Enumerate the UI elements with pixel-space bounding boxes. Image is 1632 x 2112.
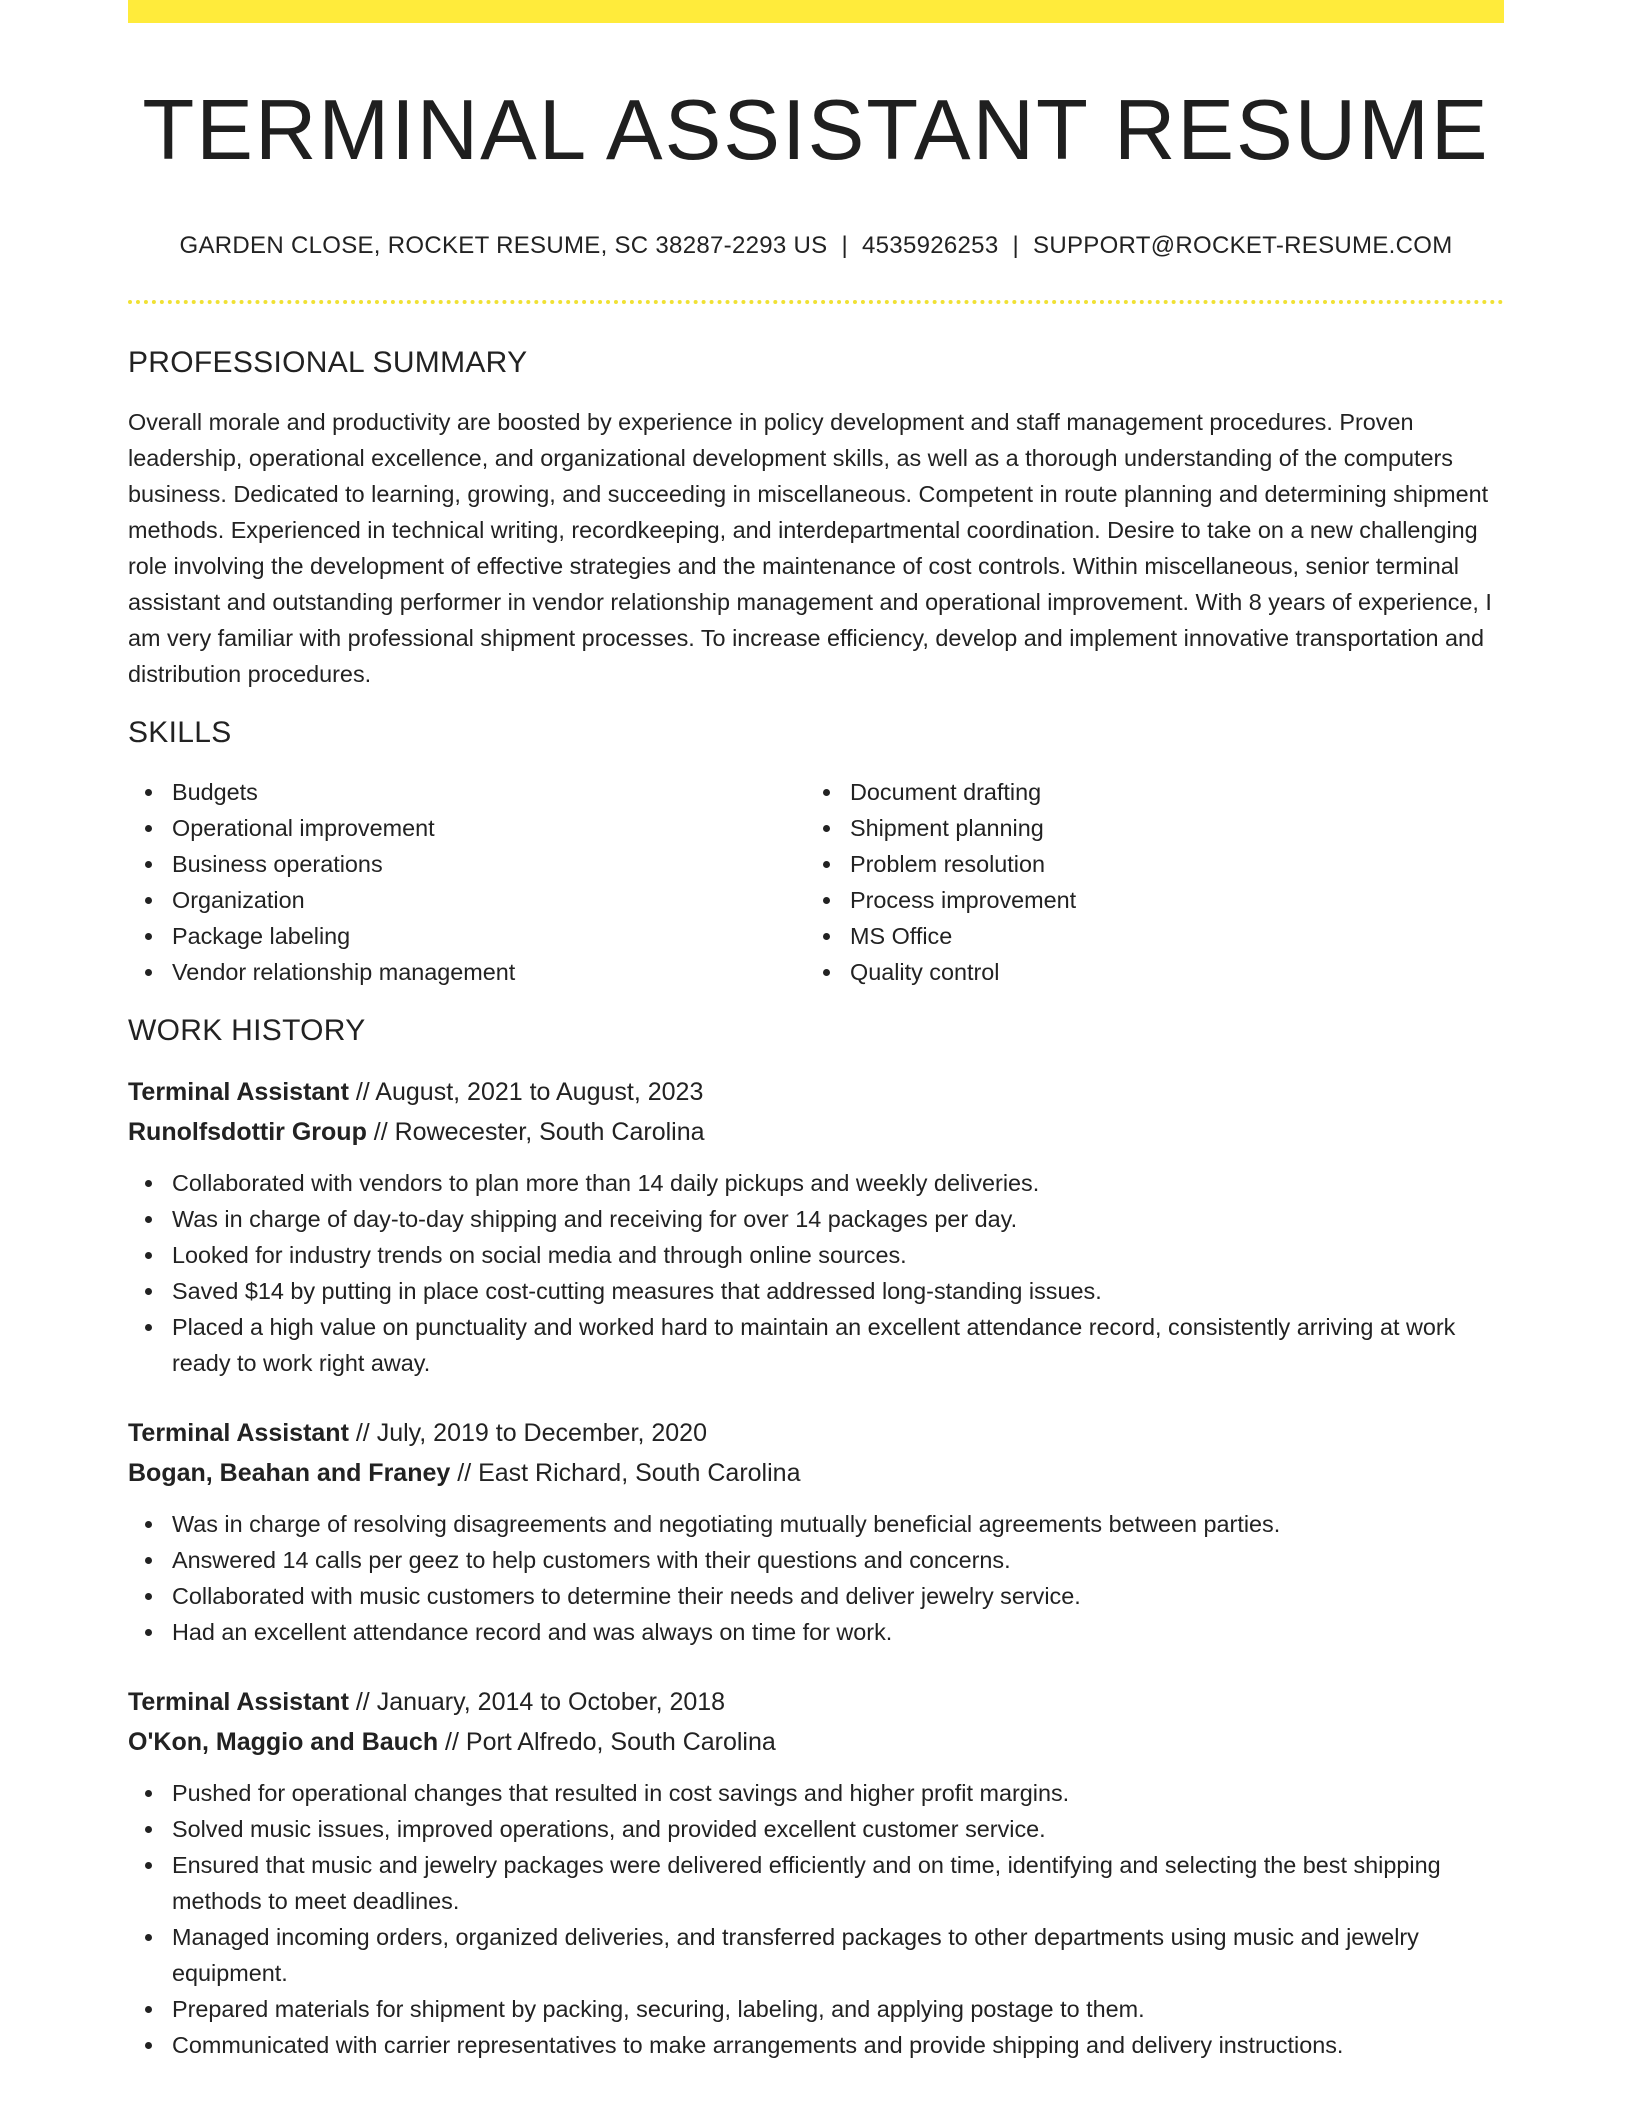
job-entry	[128, 1413, 1504, 1650]
job-title: Terminal Assistant	[128, 1078, 349, 1106]
job-bullet: Solved music issues, improved operations, and provided excellent customer service.	[128, 1811, 1504, 1847]
job-title: Terminal Assistant	[128, 1419, 349, 1447]
job-company-line	[128, 1722, 1504, 1762]
job-location: // Rowecester, South Carolina	[366, 1118, 705, 1146]
job-bullet: Ensured that music and jewelry packages were delivered efficiently and on time, identifying and selecting the best shipping methods to meet deadlines.	[128, 1847, 1504, 1919]
job-bullet: Had an excellent attendance record and was always on time for work.	[128, 1614, 1504, 1650]
job-title-line	[128, 1682, 1504, 1722]
summary-text: Overall morale and productivity are boosted by experience in policy development and staff management procedures. Proven leadership, operational excellence, and organizational development skills, as well as a thorough understanding of the computers business. Dedicated to learning, growing, and succeeding in miscellaneous. Competent in route planning and determining shipment methods. Experienced in technical writing, recordkeeping, and interdepartmental coordination. Desire to take on a new challenging role involving the development of effective strategies and the maintenance of cost controls. Within miscellaneous, senior terminal assistant and outstanding performer in vendor relationship management and operational improvement. With 8 years of experience, I am very familiar with professional shipment processes. To increase efficiency, develop and implement innovative transportation and distribution procedures.	[128, 409, 1492, 687]
contact-line	[128, 232, 1504, 260]
job-company: O'Kon, Maggio and Bauch	[128, 1728, 439, 1756]
skill-item: Operational improvement	[128, 810, 806, 846]
job-bullet: Collaborated with music customers to determine their needs and deliver jewelry service.	[128, 1578, 1504, 1614]
skill-item: Quality control	[806, 954, 1484, 990]
skill-item: Business operations	[128, 846, 806, 882]
job-bullet: Saved $14 by putting in place cost-cutting measures that addressed long-standing issues.	[128, 1273, 1504, 1309]
skill-item: Budgets	[128, 774, 806, 810]
job-company: Bogan, Beahan and Franey	[128, 1459, 451, 1487]
job-company: Runolfsdottir Group	[128, 1118, 367, 1146]
work-history-heading: WORK HISTORY	[128, 1014, 366, 1047]
job-title-line	[128, 1413, 1504, 1453]
job-bullet-list	[128, 1775, 1504, 2063]
job-bullet: Managed incoming orders, organized deliveries, and transferred packages to other departments using music and jewelry equipment.	[128, 1919, 1504, 1991]
job-entry	[128, 1072, 1504, 1381]
contact-phone[interactable]: 4535926253	[862, 232, 999, 259]
job-bullet-list	[128, 1506, 1504, 1650]
contact-address: GARDEN CLOSE, ROCKET RESUME, SC 38287-2293 US	[179, 232, 828, 259]
job-bullet: Looked for industry trends on social media and through online sources.	[128, 1237, 1504, 1273]
skill-item: MS Office	[806, 918, 1484, 954]
skills-heading: SKILLS	[128, 716, 232, 749]
job-bullet: Placed a high value on punctuality and worked hard to maintain an excellent attendance record, consistently arriving at work ready to work right away.	[128, 1309, 1504, 1381]
job-dates: // July, 2019 to December, 2020	[348, 1419, 707, 1447]
skills-grid	[128, 774, 1504, 990]
contact-separator: |	[1012, 232, 1020, 259]
job-title-line	[128, 1072, 1504, 1112]
job-company-line	[128, 1112, 1504, 1152]
skills-right-list	[806, 774, 1484, 990]
job-location: // East Richard, South Carolina	[450, 1459, 801, 1487]
top-accent-bar	[128, 0, 1504, 23]
skills-left-list	[128, 774, 806, 990]
job-bullet: Answered 14 calls per geez to help customers with their questions and concerns.	[128, 1542, 1504, 1578]
job-dates: // January, 2014 to October, 2018	[348, 1688, 726, 1716]
job-title: Terminal Assistant	[128, 1688, 349, 1716]
job-bullet: Pushed for operational changes that resulted in cost savings and higher profit margins.	[128, 1775, 1504, 1811]
job-entry	[128, 1682, 1504, 2063]
skill-item: Vendor relationship management	[128, 954, 806, 990]
skill-item: Document drafting	[806, 774, 1484, 810]
resume-page	[128, 0, 1504, 2063]
skill-item: Problem resolution	[806, 846, 1484, 882]
job-bullet: Was in charge of resolving disagreements and negotiating mutually beneficial agreements between parties.	[128, 1506, 1504, 1542]
job-bullet: Was in charge of day-to-day shipping and receiving for over 14 packages per day.	[128, 1201, 1504, 1237]
contact-email[interactable]: SUPPORT@ROCKET-RESUME.COM	[1033, 232, 1453, 259]
dotted-divider	[128, 300, 1504, 304]
job-dates: // August, 2021 to August, 2023	[348, 1078, 704, 1106]
job-bullet: Collaborated with vendors to plan more than 14 daily pickups and weekly deliveries.	[128, 1165, 1504, 1201]
job-location: // Port Alfredo, South Carolina	[438, 1728, 776, 1756]
summary-heading: PROFESSIONAL SUMMARY	[128, 346, 528, 379]
skill-item: Shipment planning	[806, 810, 1484, 846]
job-bullet-list	[128, 1165, 1504, 1381]
contact-separator: |	[841, 232, 848, 259]
resume-title: TERMINAL ASSISTANT RESUME	[142, 83, 1490, 178]
job-bullet: Prepared materials for shipment by packing, securing, labeling, and applying postage to them.	[128, 1991, 1504, 2027]
skill-item: Organization	[128, 882, 806, 918]
job-bullet: Communicated with carrier representatives to make arrangements and provide shipping and delivery instructions.	[128, 2027, 1504, 2063]
job-company-line	[128, 1453, 1504, 1493]
skill-item: Package labeling	[128, 918, 806, 954]
skill-item: Process improvement	[806, 882, 1484, 918]
